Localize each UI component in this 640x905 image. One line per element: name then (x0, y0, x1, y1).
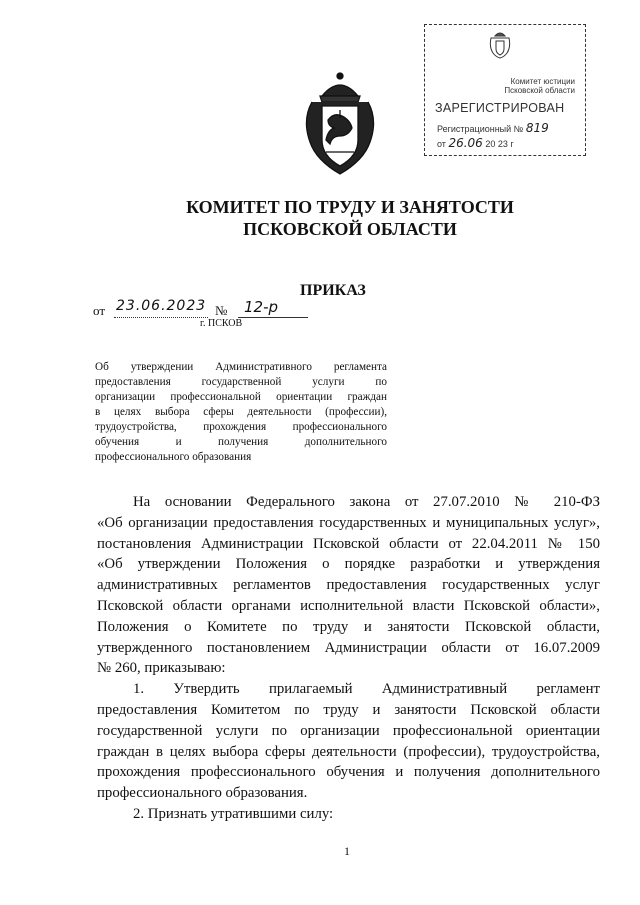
body-line: 2. Признать утратившими силу: (133, 805, 334, 822)
org-title-line-2: ПСКОВСКОЙ ОБЛАСТИ (243, 219, 457, 239)
stamp-date-value: 26.06 (448, 136, 483, 150)
organization-title (150, 196, 550, 240)
stamp-organization (455, 77, 575, 95)
body-line: 1. Утвердить прилагаемый Административный регламент (133, 681, 600, 698)
stamp-org-line-1: Комитет юстиции (510, 77, 575, 86)
document-type: ПРИКАЗ (300, 282, 366, 299)
order-city: г. ПСКОВ (200, 318, 243, 329)
order-date-label: от (93, 303, 106, 318)
body-line: постановления Администрации Псковской области от 22.04.2011 № 150 (97, 535, 600, 552)
subject-line: организации профессиональной ориентации граждан (95, 391, 387, 403)
page-number: 1 (344, 844, 350, 858)
subject-line: обучения и получения дополнительного (95, 436, 387, 448)
body-line: государственной услуги по организации профессиональной ориентации (97, 722, 600, 739)
body-line: граждан в целях выбора сферы деятельности (профессии), трудоустройства, (97, 743, 600, 760)
subject-line: трудоустройства, прохождения профессионального (95, 421, 387, 433)
body-line: «Об утверждении Положения о порядке разработки и утверждения (97, 556, 600, 573)
order-number-label: № (215, 303, 228, 318)
number-underline (238, 317, 308, 318)
stamp-title: ЗАРЕГИСТРИРОВАН (435, 101, 565, 115)
stamp-reg-line (437, 121, 549, 135)
stamp-date-line (437, 136, 514, 150)
date-underline (114, 317, 208, 318)
body-line: Положения о Комитете по труду и занятости Псковской области, (97, 618, 600, 635)
stamp-emblem-icon (487, 29, 513, 59)
order-date: 23.06.2023 (116, 298, 207, 314)
stamp-reg-number: 819 (525, 121, 549, 135)
stamp-year-value: 20 23 г (485, 139, 514, 149)
body-line: предоставления Комитетом по труду и занятости Псковской области (97, 701, 600, 718)
body-line: № 260, приказываю: (97, 660, 226, 677)
body-line: профессионального образования. (97, 785, 308, 802)
subject-line: предоставления государственной услуги по (95, 376, 387, 388)
subject-line: профессионального образования (95, 451, 252, 463)
coat-of-arms-emblem (300, 70, 380, 180)
subject-line: в целях выбора сферы деятельности (профессии), (95, 406, 387, 418)
body-line: Псковской области органами исполнительной власти Псковской области», (97, 597, 600, 614)
body-line: административных регламентов предоставления государственных услуг (97, 577, 600, 594)
registration-stamp (424, 24, 586, 156)
stamp-date-prefix: от (437, 139, 446, 149)
org-title-line-1: КОМИТЕТ ПО ТРУДУ И ЗАНЯТОСТИ (186, 197, 514, 217)
order-body (97, 492, 600, 825)
order-number: 12-р (244, 298, 279, 316)
order-subject (95, 360, 387, 465)
stamp-org-line-2: Псковской области (504, 86, 575, 95)
body-line: утвержденного постановлением Администрации области от 16.07.2009 (97, 639, 600, 656)
subject-line: Об утверждении Административного регламента (95, 361, 387, 373)
stamp-reg-label: Регистрационный № (437, 124, 524, 134)
body-line: «Об организации предоставления государственных и муниципальных услуг», (97, 514, 600, 531)
body-line: прохождения профессионального обучения и получения дополнительного (97, 764, 600, 781)
body-line: На основании Федерального закона от 27.07.2010 № 210-ФЗ (133, 494, 600, 510)
